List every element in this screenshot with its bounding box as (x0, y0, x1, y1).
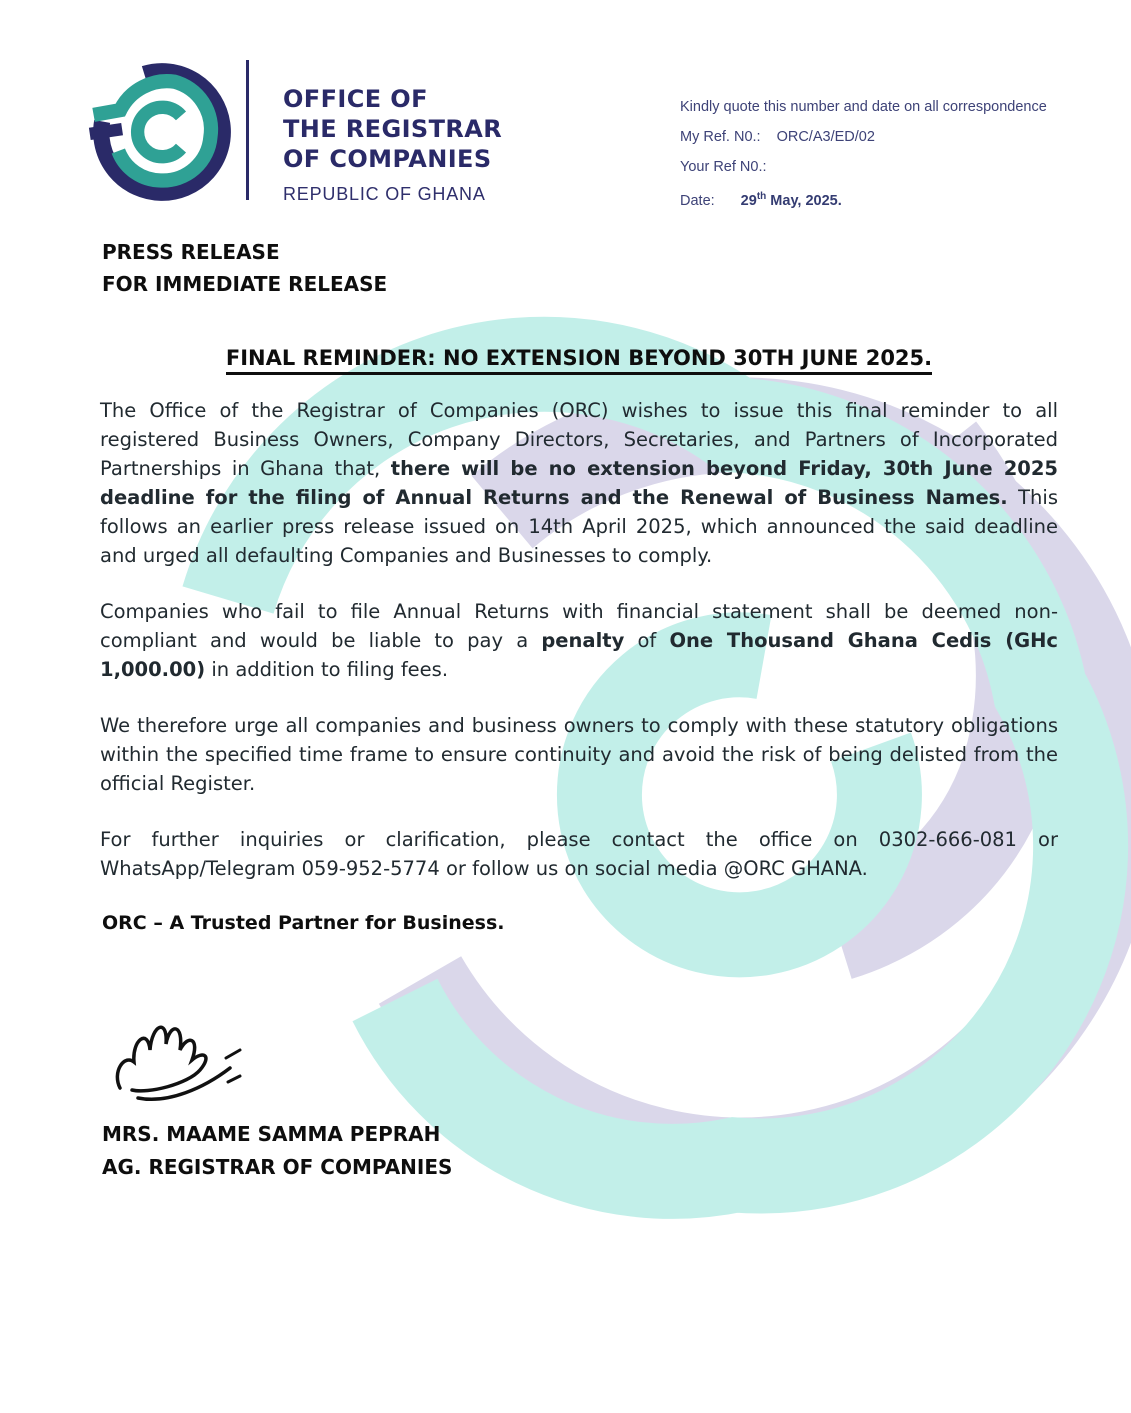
signature-image (108, 1010, 248, 1120)
tagline: ORC – A Trusted Partner for Business. (102, 912, 505, 934)
deadline-emphasis: there will be no extension beyond Friday, 30th June 2025 deadline for the filing of Annual Returns and the Renewal of Business Names. (100, 457, 1058, 509)
signer-name: MRS. MAAME SAMMA PEPRAH (102, 1122, 441, 1146)
headline (100, 346, 1058, 370)
org-name-line: THE REGISTRAR (283, 115, 503, 143)
headline-text: FINAL REMINDER: NO EXTENSION BEYOND 30TH JUNE 2025. (226, 346, 932, 375)
your-ref-label: Your Ref N0.: (680, 159, 767, 175)
your-ref-line (680, 152, 1047, 182)
date-label: Date: (680, 192, 715, 209)
paragraph-4: For further inquiries or clarification, please contact the office on 0302-666-081 or WhatsApp/Telegram 059-952-5774 or follow us on social media @ORC GHANA. (100, 828, 1058, 880)
amount-emphasis: One Thousand Ghana Cedis (GHc 1,000.00) (100, 629, 1058, 681)
date-ordinal: th (756, 191, 767, 202)
signer-title: AG. REGISTRAR OF COMPANIES (102, 1155, 453, 1179)
reference-block (680, 92, 1047, 212)
signoff-block (102, 1118, 452, 1184)
my-ref-line (680, 122, 1047, 152)
org-name-line: OF COMPANIES (283, 145, 492, 173)
paragraph-3: We therefore urge all companies and business owners to comply with these statutory obligations within the specified time frame to ensure continuity and avoid the risk of being delisted from the official Register. (100, 714, 1058, 795)
org-name-line: OFFICE OF (283, 85, 428, 113)
press-release-label: PRESS RELEASE (102, 240, 280, 264)
release-kicker (102, 236, 387, 300)
orc-logo-icon (86, 56, 238, 208)
paragraph-1: The Office of the Registrar of Companies (ORC) wishes to issue this final reminder to all registered Business Owners, Company Directors, Secretaries, and Partners of Incorporated Partnerships in Ghana that, there will be no extension beyond Friday, 30th June 2025 deadline for the filing of Annual Returns and the Renewal of Business Names. This follows an earlier press release issued on 14th April 2025, which announced the said deadline and urged all defaulting Companies and Businesses to comply. (100, 399, 1058, 567)
date-value: 29th May, 2025. (740, 191, 842, 209)
paragraph-2: Companies who fail to file Annual Returns with financial statement shall be deemed non-compliant and would be liable to pay a penalty of One Thousand Ghana Cedis (GHc 1,000.00) in addition to filing fees. (100, 600, 1058, 681)
penalty-emphasis: penalty (541, 629, 625, 652)
org-name-block (283, 84, 502, 205)
correspondence-note: Kindly quote this number and date on all correspondence (680, 99, 1047, 115)
letterhead-divider (246, 60, 249, 200)
my-ref-label: My Ref. N0.: (680, 129, 761, 145)
org-country: REPUBLIC OF GHANA (283, 184, 486, 204)
my-ref-value: ORC/A3/ED/02 (776, 129, 875, 145)
body-copy (100, 396, 1058, 910)
date-line (680, 182, 1047, 212)
immediate-release-label: FOR IMMEDIATE RELEASE (102, 272, 388, 296)
